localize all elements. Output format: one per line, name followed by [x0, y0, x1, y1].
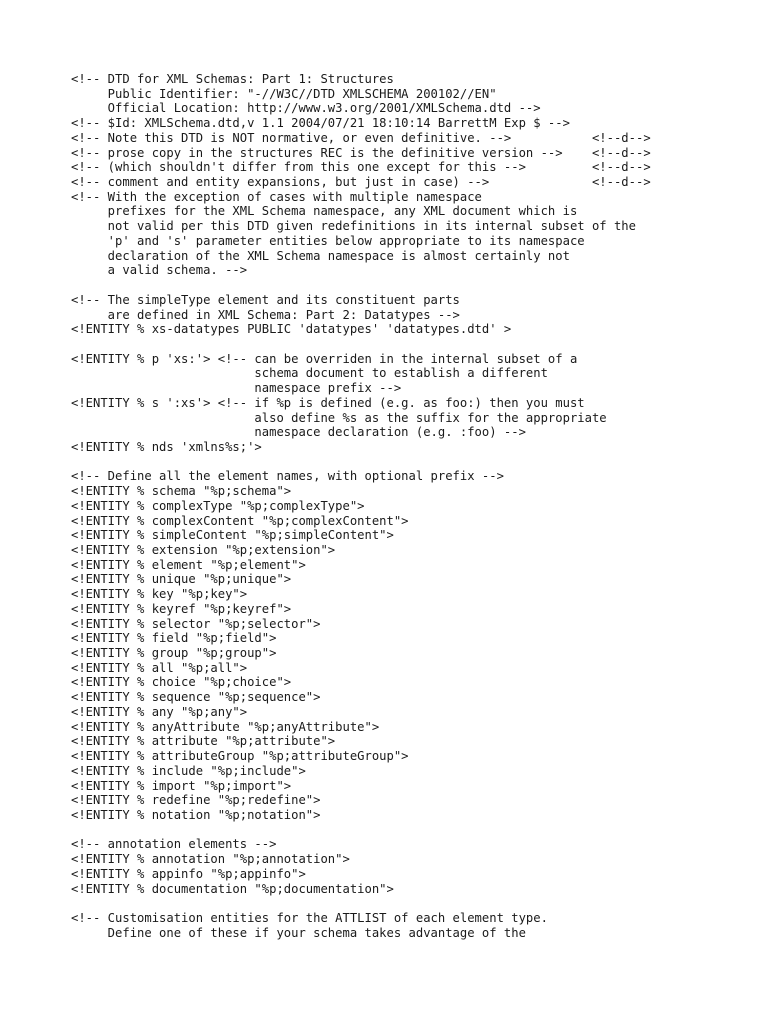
code-line: declaration of the XML Schema namespace is almost certainly not [71, 248, 570, 263]
code-line: <!ENTITY % simpleContent "%p;simpleContent"> [71, 528, 394, 543]
code-line: are defined in XML Schema: Part 2: Datatypes --> [71, 307, 460, 322]
code-line: <!-- Note this DTD is NOT normative, or even definitive. --> <!--d--> [71, 130, 651, 145]
code-line: <!ENTITY % p 'xs:'> <!-- can be overriden in the internal subset of a [71, 351, 578, 366]
code-line: <!ENTITY % sequence "%p;sequence"> [71, 690, 321, 705]
code-line: <!ENTITY % unique "%p;unique"> [71, 572, 292, 587]
code-line: <!ENTITY % annotation "%p;annotation"> [71, 852, 350, 867]
code-line: <!ENTITY % keyref "%p;keyref"> [71, 601, 292, 616]
code-line [71, 278, 761, 293]
code-line: <!ENTITY % schema "%p;schema"> [71, 484, 292, 499]
code-line: a valid schema. --> [71, 263, 248, 278]
code-line [71, 455, 761, 470]
code-line: <!-- prose copy in the structures REC is the definitive version --> <!--d--> [71, 145, 651, 160]
code-line: <!ENTITY % s ':xs'> <!-- if %p is defined (e.g. as foo:) then you must [71, 395, 585, 410]
code-line: prefixes for the XML Schema namespace, any XML document which is [71, 204, 578, 219]
code-line: <!ENTITY % attributeGroup "%p;attributeGroup"> [71, 749, 409, 764]
code-line: <!ENTITY % field "%p;field"> [71, 631, 277, 646]
code-line [71, 823, 761, 838]
code-line: <!ENTITY % group "%p;group"> [71, 646, 277, 661]
code-line: also define %s as the suffix for the appropriate [71, 410, 607, 425]
code-line: <!-- (which shouldn't differ from this one except for this --> <!--d--> [71, 160, 651, 175]
code-line: schema document to establish a different [71, 366, 548, 381]
code-line: <!ENTITY % choice "%p;choice"> [71, 675, 292, 690]
code-line: <!ENTITY % complexContent "%p;complexContent"> [71, 513, 409, 528]
code-line: <!-- Customisation entities for the ATTLIST of each element type. [71, 910, 548, 925]
code-line: <!ENTITY % attribute "%p;attribute"> [71, 734, 336, 749]
code-line: <!ENTITY % all "%p;all"> [71, 660, 248, 675]
code-line: <!ENTITY % appinfo "%p;appinfo"> [71, 866, 306, 881]
dtd-source-text [71, 72, 761, 940]
code-line: <!ENTITY % any "%p;any"> [71, 704, 248, 719]
code-line: Define one of these if your schema takes advantage of the [71, 925, 526, 940]
code-line: <!ENTITY % documentation "%p;documentation"> [71, 881, 394, 896]
code-line: Public Identifier: "-//W3C//DTD XMLSCHEMA 200102//EN" [71, 86, 497, 101]
code-line: <!ENTITY % import "%p;import"> [71, 778, 292, 793]
code-line: <!ENTITY % complexType "%p;complexType"> [71, 498, 365, 513]
code-line [71, 337, 761, 352]
code-line: <!-- The simpleType element and its constituent parts [71, 292, 460, 307]
code-line: <!-- comment and entity expansions, but just in case) --> <!--d--> [71, 175, 651, 190]
code-line: <!ENTITY % xs-datatypes PUBLIC 'datatypes' 'datatypes.dtd' > [71, 322, 512, 337]
code-line: <!ENTITY % extension "%p;extension"> [71, 543, 336, 557]
code-line: <!ENTITY % redefine "%p;redefine"> [71, 793, 321, 808]
code-line: <!ENTITY % nds 'xmlns%s;'> [71, 439, 262, 454]
code-line: <!-- annotation elements --> [71, 837, 277, 852]
code-line: Official Location: http://www.w3.org/2001/XMLSchema.dtd --> [71, 101, 541, 116]
code-line: <!ENTITY % key "%p;key"> [71, 587, 248, 602]
code-line: namespace declaration (e.g. :foo) --> [71, 425, 526, 440]
code-line: namespace prefix --> [71, 381, 402, 396]
code-line [71, 896, 761, 911]
code-line: <!ENTITY % include "%p;include"> [71, 763, 306, 778]
code-line: <!ENTITY % notation "%p;notation"> [71, 807, 321, 822]
code-line: <!ENTITY % anyAttribute "%p;anyAttribute"> [71, 719, 380, 734]
code-line: <!-- $Id: XMLSchema.dtd,v 1.1 2004/07/21 18:10:14 BarrettM Exp $ --> [71, 116, 570, 131]
code-line: 'p' and 's' parameter entities below appropriate to its namespace [71, 233, 585, 248]
code-line: <!ENTITY % element "%p;element"> [71, 557, 306, 572]
code-line: <!-- DTD for XML Schemas: Part 1: Structures [71, 72, 394, 86]
code-line: <!ENTITY % selector "%p;selector"> [71, 616, 321, 631]
code-line: <!-- With the exception of cases with multiple namespace [71, 189, 482, 204]
code-line: <!-- Define all the element names, with optional prefix --> [71, 469, 504, 484]
code-line: not valid per this DTD given redefinitions in its internal subset of the [71, 219, 636, 234]
